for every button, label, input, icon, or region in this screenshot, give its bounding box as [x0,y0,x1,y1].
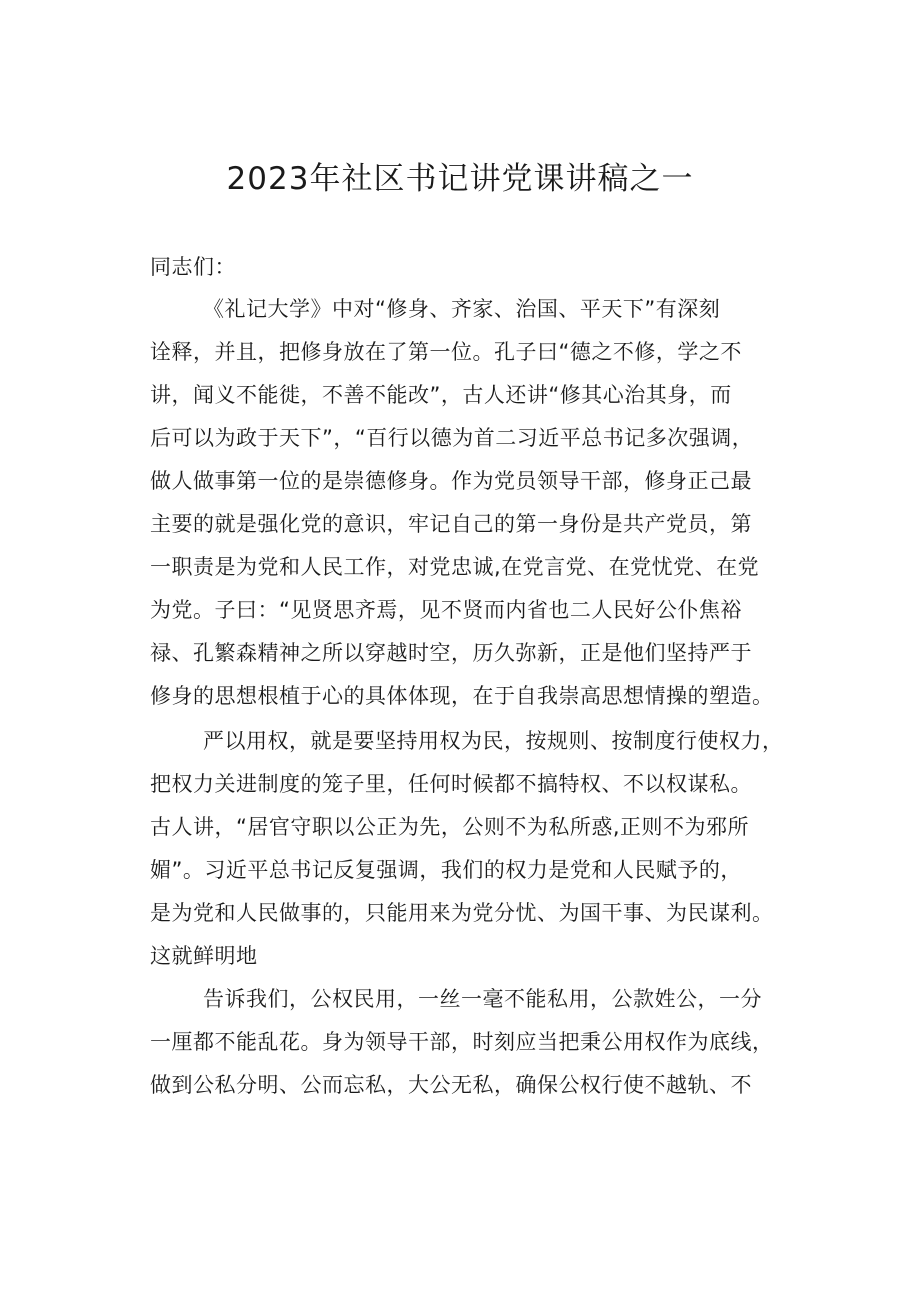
document-title: 2023年社区书记讲党课讲稿之一 [226,161,694,197]
paragraph-line: 禄、孔繁森精神之所以穿越时空，历久弥新，正是他们坚持严于 [150,641,752,665]
paragraph-3 [150,978,810,1107]
paragraph-line: 做到公私分明、公而忘私，大公无私，确保公权行使不越轨、不 [150,1073,752,1097]
paragraph-line: 《礼记大学》中对“修身、齐家、治国、平天下”有深刻 [203,297,721,321]
paragraph-2 [150,720,810,978]
paragraph-line: 一职责是为党和人民工作，对党忠诚,在党言党、在党忧党、在党 [150,555,760,579]
paragraph-line: 诠释，并且，把修身放在了第一位。孔子曰“德之不修，学之不 [150,340,742,364]
paragraph-line: 讲，闻义不能徙，不善不能改”，古人还讲“修其心治其身，而 [150,383,732,407]
paragraph-line: 一厘都不能乱花。身为领导干部，时刻应当把秉公用权作为底线， [150,1030,774,1054]
salutation-line: 同志们： [150,255,236,279]
paragraph-line: 古人讲，“居官守职以公正为先，公则不为私所惑,正则不为邪所 [150,815,750,839]
paragraph-line: 做人做事第一位的是崇德修身。作为党员领导干部，修身正己最 [150,469,752,493]
paragraph-1 [150,288,810,718]
paragraph-line: 把权力关进制度的笼子里，任何时候都不搞特权、不以权谋私。 [150,772,752,796]
paragraph-line: 媚”。习近平总书记反复强调，我们的权力是党和人民赋予的， [150,858,742,882]
salutation [150,246,810,289]
paragraph-line: 修身的思想根植于心的具体体现，在于自我崇高思想情操的塑造。 [150,684,774,708]
paragraph-line: 是为党和人民做事的，只能用来为党分忧、为国干事、为民谋利。 [150,901,774,925]
paragraph-line: 这就鲜明地 [150,944,258,968]
paragraph-line: 主要的就是强化党的意识，牢记自己的第一身份是共产党员，第 [150,512,752,536]
paragraph-line: 严以用权，就是要坚持用权为民，按规则、按制度行使权力， [203,729,784,753]
paragraph-line: 告诉我们，公权民用，一丝一毫不能私用，公款姓公，一分 [203,987,762,1011]
paragraph-line: 后可以为政于天下”，“百行以德为首二习近平总书记多次强调， [150,426,754,450]
paragraph-line: 为党。子曰：“见贤思齐焉，见不贤而内省也二人民好公仆焦裕 [150,598,742,622]
